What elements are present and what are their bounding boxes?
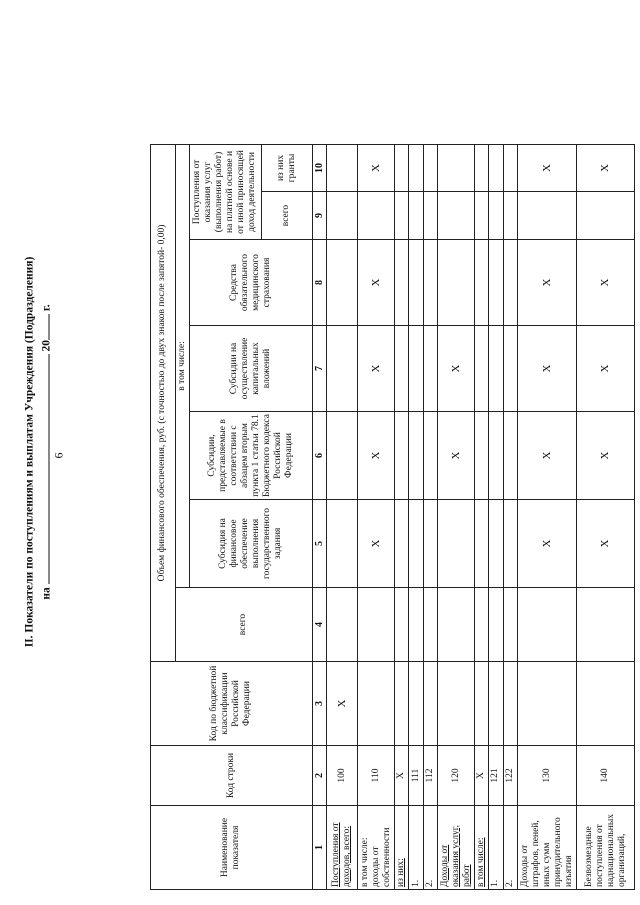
column-number: 6	[312, 412, 326, 500]
value-cell[interactable]	[489, 192, 503, 240]
table-row	[517, 144, 576, 889]
value-cell[interactable]: X	[517, 144, 576, 191]
row-code: 120	[438, 746, 475, 806]
value-cell[interactable]	[438, 240, 475, 326]
table-row	[327, 144, 358, 889]
value-cell[interactable]	[474, 412, 488, 500]
row-code: X	[474, 746, 488, 806]
row-code: 130	[517, 746, 576, 806]
header-paid-total: всего	[261, 192, 312, 240]
header-paid-grants: из них гранты	[261, 144, 312, 191]
value-cell[interactable]	[409, 412, 423, 500]
value-cell[interactable]	[395, 144, 409, 191]
value-cell[interactable]	[327, 588, 358, 662]
value-cell[interactable]	[503, 662, 517, 746]
value-cell[interactable]	[423, 588, 437, 662]
row-name: 1.	[409, 806, 423, 890]
table-body	[327, 144, 635, 889]
row-name: в том числе: доходы от собственности	[358, 806, 395, 890]
row-code: 122	[503, 746, 517, 806]
receipts-payments-table-wrap	[150, 145, 635, 890]
table-row	[503, 144, 517, 889]
header-in-that-number: в том числе:	[175, 144, 189, 587]
header-total: всего	[175, 588, 312, 662]
value-cell[interactable]	[489, 240, 503, 326]
header-row-code: Код строки	[151, 746, 313, 806]
value-cell[interactable]	[489, 662, 503, 746]
value-cell[interactable]	[327, 326, 358, 412]
date-suffix: г.	[40, 304, 53, 312]
row-name: 2.	[503, 806, 517, 890]
column-number: 8	[312, 240, 326, 326]
header-oms: Средства обязательного медицинского страхования	[189, 240, 312, 326]
column-number: 10	[312, 144, 326, 191]
value-cell[interactable]	[409, 240, 423, 326]
value-cell[interactable]	[395, 326, 409, 412]
table-row	[438, 144, 475, 889]
value-cell[interactable]	[358, 662, 395, 746]
value-cell[interactable]	[489, 144, 503, 191]
row-name: в том числе:	[474, 806, 488, 890]
value-cell[interactable]	[409, 326, 423, 412]
value-cell[interactable]	[423, 326, 437, 412]
column-number: 1	[312, 806, 326, 890]
row-name: Поступления от доходов, всего:	[327, 806, 358, 890]
column-number: 9	[312, 192, 326, 240]
value-cell[interactable]	[438, 588, 475, 662]
value-cell[interactable]: X	[577, 412, 635, 500]
value-cell[interactable]	[474, 144, 488, 191]
value-cell[interactable]	[395, 412, 409, 500]
value-cell[interactable]	[517, 588, 576, 662]
section-heading	[23, 242, 54, 662]
header-volume: Объем финансового обеспечения, руб. (с точностью до двух знаков после запятой- 0,00)	[151, 144, 176, 661]
header-name: Наименование показателя	[151, 806, 313, 890]
value-cell[interactable]: X	[577, 144, 635, 191]
value-cell[interactable]: X	[327, 662, 358, 746]
row-name: 2.	[423, 806, 437, 890]
value-cell[interactable]	[474, 240, 488, 326]
row-code: 110	[358, 746, 395, 806]
column-numbers-row	[312, 144, 326, 889]
date-prefix: на	[40, 587, 53, 600]
table-row	[423, 144, 437, 889]
value-cell[interactable]	[489, 326, 503, 412]
value-cell[interactable]	[503, 500, 517, 588]
value-cell[interactable]	[423, 240, 437, 326]
value-cell[interactable]: X	[358, 412, 395, 500]
value-cell[interactable]	[474, 326, 488, 412]
value-cell[interactable]	[395, 192, 409, 240]
value-cell[interactable]	[503, 144, 517, 191]
value-cell[interactable]	[489, 588, 503, 662]
value-cell[interactable]	[503, 326, 517, 412]
value-cell[interactable]: X	[358, 144, 395, 191]
header-paid-services: Поступления от оказания услуг (выполнения работ) на платной основе и от иной приносящей доход деятельности	[189, 144, 261, 239]
value-cell[interactable]: X	[517, 412, 576, 500]
value-cell[interactable]	[409, 144, 423, 191]
column-number: 2	[312, 746, 326, 806]
row-code: 112	[423, 746, 437, 806]
column-number: 7	[312, 326, 326, 412]
value-cell[interactable]	[438, 662, 475, 746]
value-cell[interactable]: X	[517, 500, 576, 588]
value-cell[interactable]	[438, 144, 475, 191]
value-cell[interactable]: X	[358, 326, 395, 412]
year-blank-field[interactable]	[39, 314, 50, 340]
value-cell[interactable]	[474, 500, 488, 588]
row-name: 1.	[489, 806, 503, 890]
receipts-payments-table	[150, 144, 635, 890]
column-number: 3	[312, 662, 326, 746]
column-number: 4	[312, 588, 326, 662]
value-cell[interactable]	[423, 662, 437, 746]
header-subsidy-781: Субсидии, представляемые в соответствии с абзацем вторым пункта 1 статьи 78.1 Бюджетного кодекса Российской Федерации	[189, 412, 312, 500]
value-cell[interactable]	[474, 192, 488, 240]
value-cell[interactable]: X	[517, 326, 576, 412]
header-subsidy-capital: Субсидии на осуществление капитальных вложений	[189, 326, 312, 412]
date-blank-field[interactable]	[39, 354, 50, 584]
column-number: 5	[312, 500, 326, 588]
table-row	[474, 144, 488, 889]
value-cell[interactable]	[503, 588, 517, 662]
value-cell[interactable]: X	[577, 326, 635, 412]
value-cell[interactable]	[358, 588, 395, 662]
table-row	[395, 144, 409, 889]
value-cell[interactable]	[395, 588, 409, 662]
value-cell[interactable]	[395, 500, 409, 588]
row-name: из них:	[395, 806, 409, 890]
date-year: 20	[40, 340, 53, 352]
value-cell[interactable]	[577, 662, 635, 746]
value-cell[interactable]	[503, 192, 517, 240]
value-cell[interactable]	[489, 500, 503, 588]
value-cell[interactable]	[503, 240, 517, 326]
value-cell[interactable]: X	[358, 240, 395, 326]
value-cell[interactable]	[423, 500, 437, 588]
value-cell[interactable]: X	[438, 326, 475, 412]
section-title: II. Показатели по поступлениям и выплатам Учреждения (Подразделения)	[23, 256, 36, 648]
value-cell[interactable]	[474, 588, 488, 662]
value-cell[interactable]	[423, 144, 437, 191]
value-cell[interactable]	[409, 192, 423, 240]
value-cell[interactable]	[577, 192, 635, 240]
value-cell[interactable]: X	[577, 240, 635, 326]
table-row	[358, 144, 395, 889]
value-cell[interactable]	[358, 192, 395, 240]
value-cell[interactable]	[327, 144, 358, 191]
value-cell[interactable]: X	[577, 500, 635, 588]
value-cell[interactable]	[327, 192, 358, 240]
row-name: Доходы от штрафов, пеней, иных сумм принудительного изъятия	[517, 806, 576, 890]
value-cell[interactable]	[438, 192, 475, 240]
value-cell[interactable]	[395, 662, 409, 746]
value-cell[interactable]: X	[438, 412, 475, 500]
value-cell[interactable]: X	[517, 240, 576, 326]
row-code: 111	[409, 746, 423, 806]
value-cell[interactable]	[489, 412, 503, 500]
value-cell[interactable]	[517, 192, 576, 240]
value-cell[interactable]	[423, 192, 437, 240]
value-cell[interactable]	[577, 588, 635, 662]
date-line	[39, 242, 54, 662]
value-cell[interactable]	[395, 240, 409, 326]
value-cell[interactable]	[517, 662, 576, 746]
value-cell[interactable]	[474, 662, 488, 746]
row-code: X	[395, 746, 409, 806]
table-row	[489, 144, 503, 889]
value-cell[interactable]	[409, 588, 423, 662]
page-number: 6	[51, 452, 66, 459]
value-cell[interactable]	[503, 412, 517, 500]
value-cell[interactable]	[409, 500, 423, 588]
value-cell[interactable]	[327, 240, 358, 326]
value-cell[interactable]	[423, 412, 437, 500]
row-code: 100	[327, 746, 358, 806]
value-cell[interactable]: X	[358, 500, 395, 588]
row-code: 140	[577, 746, 635, 806]
header-budget-code: Код по бюджетной классификации Российской Федерации	[151, 662, 313, 746]
row-code: 121	[489, 746, 503, 806]
header-subsidy-state: Субсидия на финансовое обеспечение выполнения государственного задания	[189, 500, 312, 588]
value-cell[interactable]	[327, 500, 358, 588]
row-name: Доходы от оказания услуг, работ	[438, 806, 475, 890]
table-row	[577, 144, 635, 889]
value-cell[interactable]	[409, 662, 423, 746]
table-row	[409, 144, 423, 889]
value-cell[interactable]	[438, 500, 475, 588]
value-cell[interactable]	[327, 412, 358, 500]
row-name: Безвозмездные поступления от наднациональных организаций,	[577, 806, 635, 890]
